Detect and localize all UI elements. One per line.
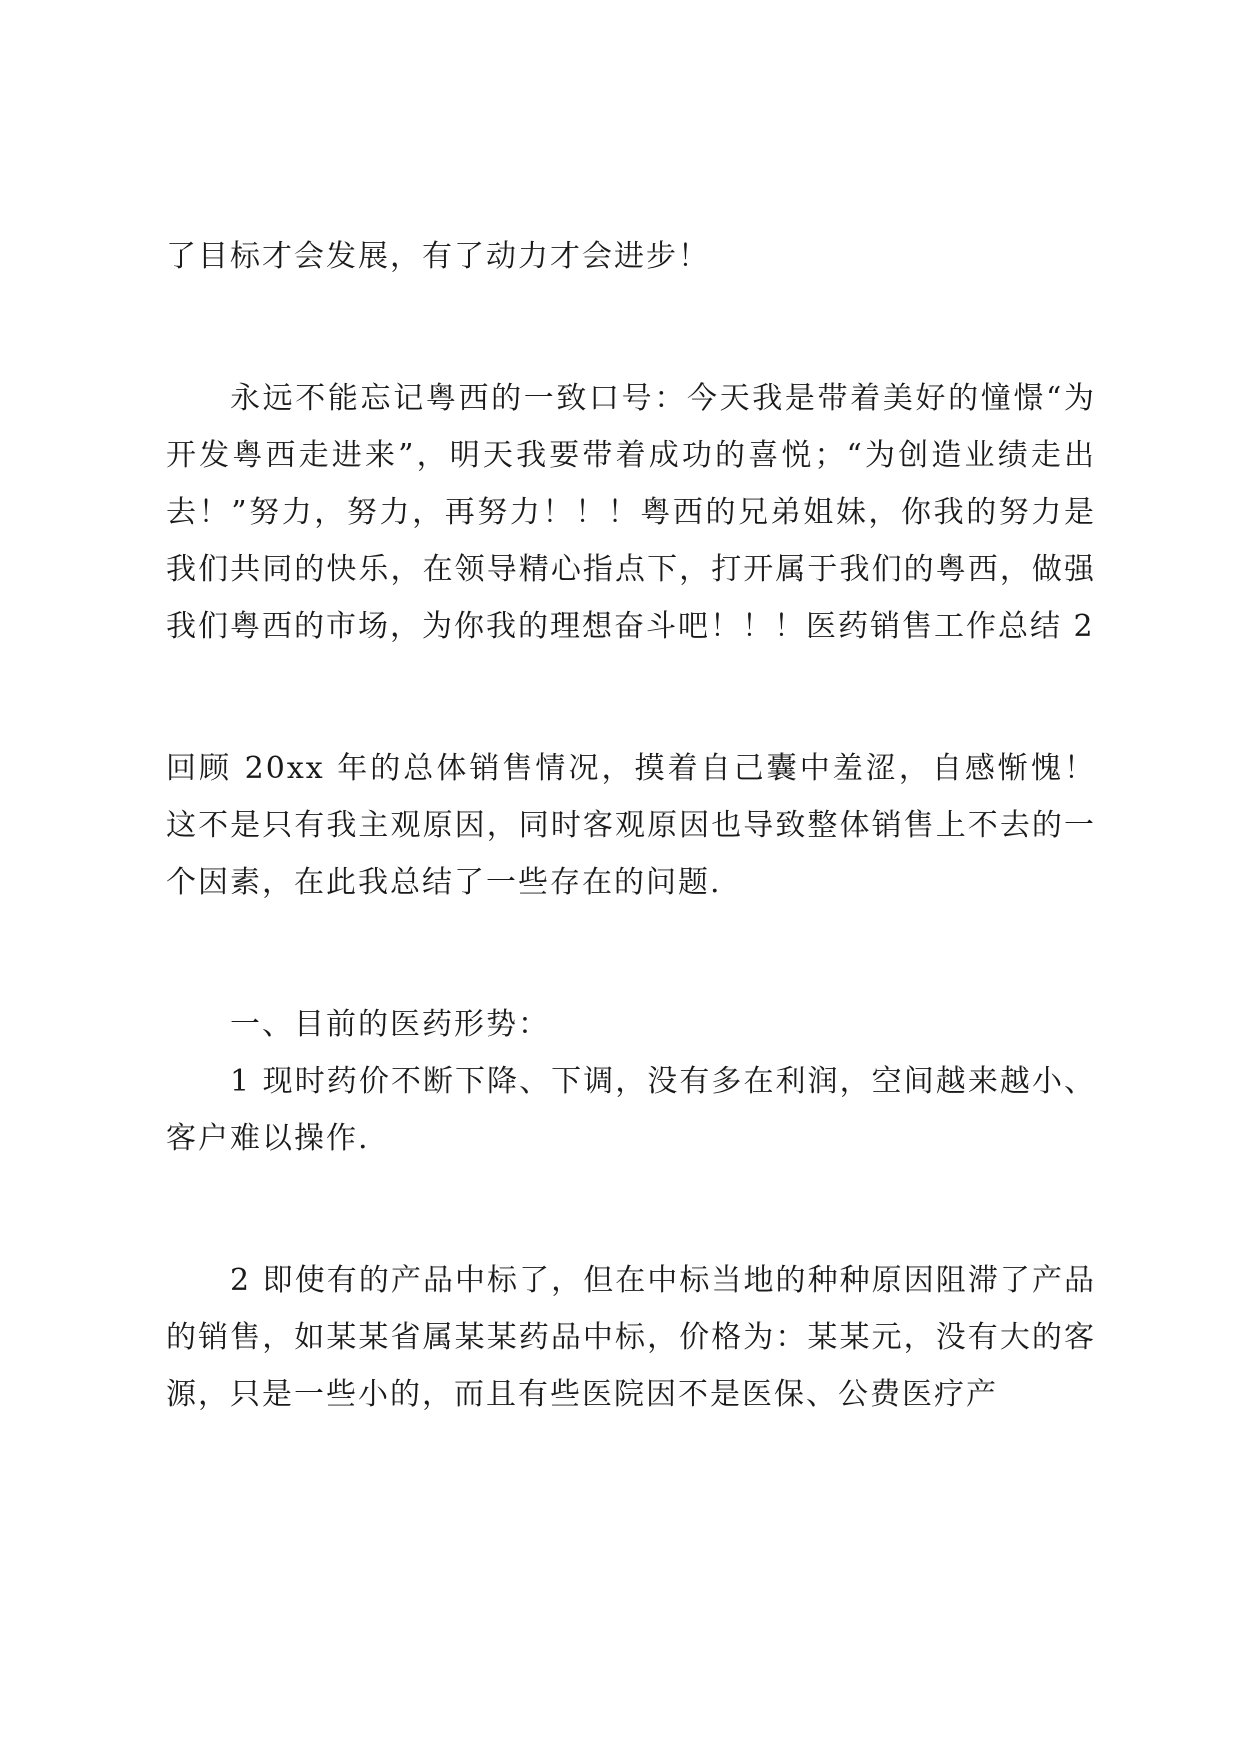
paragraph-2: 永远不能忘记粤西的一致口号：今天我是带着美好的憧憬“为开发粤西走进来”，明天我要带着成功的喜悦；“为创造业绩走出去！”努力，努力，再努力！！！粤西的兄弟姐妹，你我的努力是我们共同的快乐，在领导精心指点下，打开属于我们的粤西，做强我们粤西的市场，为你我的理想奋斗吧！！！医药销售工作总结 2 xyxy=(166,381,1096,644)
paragraph-4: 1 现时药价不断下降、下调，没有多在利润，空间越来越小、客户难以操作. xyxy=(166,1064,1096,1156)
section-heading: 一、目前的医药形势： xyxy=(230,1007,550,1042)
paragraph-3: 回顾 20xx 年的总体销售情况，摸着自己囊中羞涩，自感惭愧！这不是只有我主观原因，同时客观原因也导致整体销售上不去的一个因素，在此我总结了一些存在的问题. xyxy=(166,751,1096,900)
paragraph-1: 了目标才会发展，有了动力才会进步！ xyxy=(166,239,710,274)
document-body xyxy=(166,228,1096,1423)
paragraph-5: 2 即使有的产品中标了，但在中标当地的种种原因阻滞了产品的销售，如某某省属某某药品中标，价格为：某某元，没有大的客源，只是一些小的，而且有些医院因不是医保、公费医疗产 xyxy=(166,1263,1096,1412)
